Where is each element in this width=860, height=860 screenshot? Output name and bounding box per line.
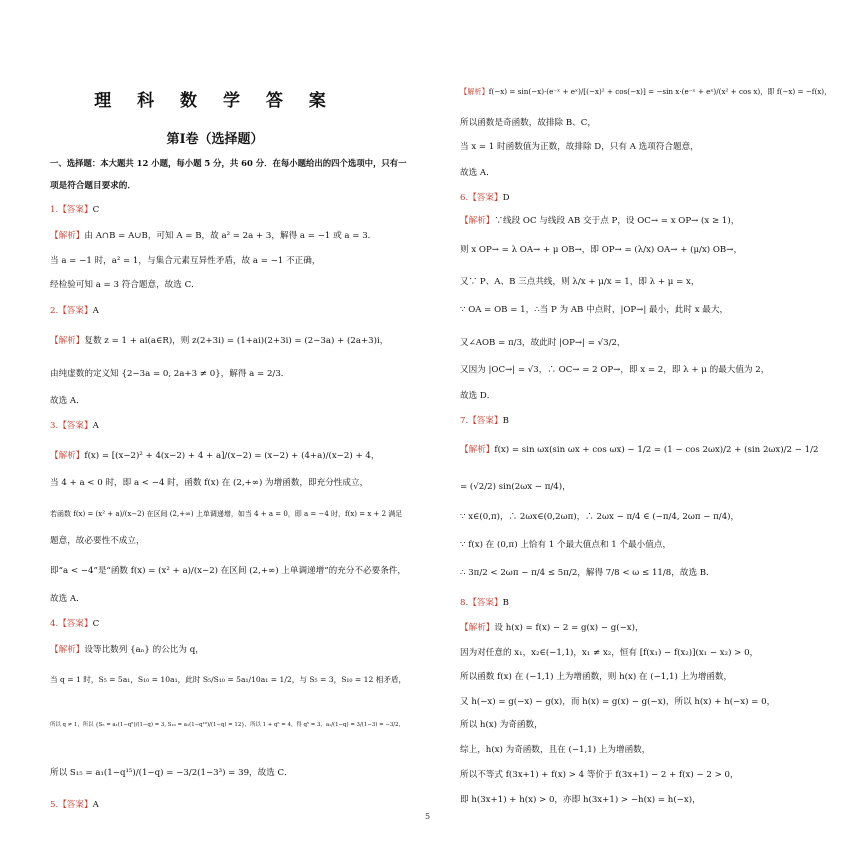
- section-subtitle: 第Ⅰ卷（选择题）: [166, 132, 264, 147]
- line-text: 由纯虚数的定义知 {2−3a = 0, 2a+3 ≠ 0}，解得 a = 2/3．: [50, 369, 290, 379]
- line-text: 所以不等式 f(3x+1) + f(x) > 4 等价于 f(3x+1) − 2 + f(x) − 2 > 0，: [460, 770, 739, 780]
- line-text: 则 x OP→ = λ OA→ + μ OB→，即 OP→ = (λ/x) OA→ + (μ/x) OB→，: [460, 245, 743, 255]
- right-solution-line: [460, 193, 509, 204]
- left-solution-line: [50, 280, 200, 291]
- line-text: 若函数 f(x) = (x² + a)/(x−2) 在区间 (2,+∞) 上单调递增，如当 4 + a = 0，即 a = −4 时，f(x) = x + 2 满足: [50, 510, 403, 518]
- right-solution-line: [460, 568, 715, 579]
- line-text: ∵ f(x) 在 (0,π) 上恰有 1 个最大值点和 1 个最小值点，: [460, 540, 672, 550]
- left-solution-line: [50, 306, 99, 317]
- left-solution-line: [50, 674, 406, 685]
- left-solution-line: [50, 396, 85, 407]
- line-text: ∵线段 OC 与线段 AB 交于点 P，设 OC→ = x OP→ (x ≥ 1)，: [494, 216, 740, 226]
- line-text: 又 h(−x) = g(−x) − g(x)，而 h(x) = g(x) − g(−x)，所以 h(x) + h(−x) = 0，: [460, 697, 776, 707]
- right-solution-line: [460, 305, 728, 316]
- line-text: 所以函数 f(x) 在 (−1,1) 上为增函数，则 h(x) 在 (−1,1) 上为增函数，: [460, 672, 733, 682]
- line-text: 又因为 |OC→| = √3，∴ OC→ = 2 OP→，即 x = 2，即 λ + μ 的最大值为 2，: [460, 365, 770, 375]
- line-text: f(x) = sin ωx(sin ωx + cos ωx) − 1/2 = (1 − cos 2ωx)/2 + (sin 2ωx)/2 − 1/2: [494, 445, 819, 455]
- answer-tag: 【解析】: [460, 623, 495, 633]
- right-solution-line: [460, 540, 671, 551]
- left-solution-line: [50, 509, 402, 520]
- answer-tag: 【解析】: [460, 445, 495, 455]
- right-solution-line: [460, 142, 699, 153]
- line-text: A: [92, 800, 99, 810]
- answer-tag: 【解析】: [50, 336, 85, 346]
- right-solution-line: [460, 416, 509, 427]
- line-text: ∵ x∈(0,π)，∴ 2ωx∈(0,2ωπ)，∴ 2ωx − π/4 ∈ (−π/4, 2ωπ − π/4)，: [460, 512, 740, 522]
- line-text: A: [92, 421, 99, 431]
- line-text: 故选 A．: [50, 594, 85, 604]
- left-solution-line: [50, 619, 99, 630]
- line-text: 又∵ P、A、B 三点共线，则 λ/x + μ/x = 1，即 λ + μ = x，: [460, 277, 700, 287]
- left-solution-line: [50, 645, 204, 656]
- line-text: 经检验可知 a = 3 符合题意，故选 C．: [50, 280, 200, 290]
- left-solution-line: [50, 256, 320, 267]
- right-solution-line: [460, 445, 818, 456]
- line-text: 所以 S₁₅ = a₁(1−q¹⁵)/(1−q) = −3/2(1−3³) = 39，故选 C．: [50, 768, 293, 778]
- answer-tag: 【解析】: [460, 216, 495, 226]
- right-solution-line: [460, 277, 699, 288]
- line-text: 因为对任意的 x₁，x₂∈(−1,1)，x₁ ≠ x₂，恒有 [f(x₁) − f(x₂)](x₁ − x₂) > 0，: [460, 648, 759, 658]
- right-solution-line: [460, 623, 644, 634]
- answer-tag: 【解析】: [460, 87, 489, 96]
- line-text: f(x) = [(x−2)² + 4(x−2) + 4 + a]/(x−2) = (x−2) + (4+a)/(x−2) + 4，: [84, 451, 380, 461]
- line-text: D: [502, 193, 510, 203]
- right-solution-line: [460, 86, 831, 97]
- line-text: 所以函数是奇函数，故排除 B、C，: [460, 118, 596, 128]
- right-solution-line: [460, 482, 571, 493]
- line-text: 设 h(x) = f(x) − 2 = g(x) − g(−x)，: [494, 623, 644, 633]
- line-text: = (√2/2) sin(2ωx − π/4)，: [460, 482, 571, 492]
- page-number: 5: [425, 812, 431, 821]
- answer-tag: 7.【答案】: [460, 416, 503, 426]
- left-solution-line: [50, 536, 145, 547]
- answer-tag: 6.【答案】: [460, 193, 503, 203]
- line-text: 题意，故必要性不成立，: [50, 536, 145, 546]
- right-solution-line: [460, 168, 495, 179]
- left-solution-line: [50, 594, 85, 605]
- right-solution-line: [460, 216, 739, 227]
- right-solution-line: [460, 770, 739, 781]
- answer-tag: 4.【答案】: [50, 619, 93, 629]
- right-solution-line: [460, 720, 543, 731]
- intro-line-2: 项是符合题目要求的．: [50, 181, 136, 191]
- left-solution-line: [50, 336, 388, 347]
- left-solution-line: [50, 369, 289, 380]
- answer-tag: 1.【答案】: [50, 205, 93, 215]
- line-text: 当 x = 1 时函数值为正数，故排除 D，只有 A 选项符合题意，: [460, 142, 699, 152]
- line-text: 综上，h(x) 为奇函数，且在 (−1,1) 上为增函数，: [460, 745, 651, 755]
- right-solution-line: [460, 118, 596, 129]
- right-solution-line: [460, 598, 509, 609]
- line-text: C: [92, 619, 100, 629]
- answer-tag: 3.【答案】: [50, 421, 93, 431]
- line-text: 即 h(3x+1) + h(x) > 0，亦即 h(3x+1) > −h(x) = h(−x)，: [460, 795, 701, 805]
- answer-tag: 【解析】: [50, 451, 85, 461]
- line-text: A: [92, 306, 99, 316]
- line-text: ∴ 3π/2 < 2ωπ − π/4 ≤ 5π/2，解得 7/8 < ω ≤ 11/8，故选 B．: [460, 568, 715, 578]
- answer-tag: 【解析】: [50, 645, 85, 655]
- line-text: f(−x) = sin(−x)·(e⁻ˣ + eˣ)/[(−x)² + cos(−x)] = −sin x·(e⁻ˣ + eˣ)/(x² + cos x)，即 f(−x) = −f(x)，: [488, 87, 832, 96]
- page-title: 理 科 数 学 答 案: [94, 91, 336, 111]
- left-solution-line: [50, 231, 376, 242]
- line-text: 故选 A．: [50, 396, 85, 406]
- intro-line-1: 一、选择题：本大题共 12 小题，每小题 5 分，共 60 分．在每小题给出的四个选项中，只有一: [50, 158, 407, 168]
- answer-tag: 【解析】: [50, 231, 85, 241]
- left-solution-line: [50, 800, 99, 811]
- left-solution-line: [50, 566, 406, 577]
- line-text: 当 4 + a < 0 时，即 a < −4 时，函数 f(x) 在 (2,+∞) 为增函数，即充分性成立，: [50, 478, 369, 488]
- line-text: 故选 A．: [460, 168, 495, 178]
- line-text: 所以 h(x) 为奇函数，: [460, 720, 543, 730]
- right-solution-line: [460, 245, 742, 256]
- answer-tag: 5.【答案】: [50, 800, 93, 810]
- right-solution-line: [460, 672, 732, 683]
- line-text: ∵ OA = OB = 1，∴当 P 为 AB 中点时，|OP→| 最小，此时 x 最大，: [460, 305, 729, 315]
- right-solution-line: [460, 391, 495, 402]
- line-text: 复数 z = 1 + ai(a∈R)，则 z(2+3i) = (1+ai)(2+3i) = (2−3a) + (2a+3)i，: [84, 336, 389, 346]
- left-solution-line: [50, 451, 379, 462]
- left-solution-line: [50, 421, 99, 432]
- line-text: 所以 q ≠ 1，所以 {S₅ = a₁(1−q⁵)/(1−q) = 3, S₁₀ = a₁(1−q¹⁰)/(1−q) = 12}，所以 1 + q⁵ = 4，得 q⁵ = 3，a₁/(1−q) = 3/(1−3) = −3/2，: [50, 722, 404, 728]
- line-text: 当 q = 1 时，S₅ = 5a₁，S₁₀ = 10a₁，此时 S₅/S₁₀ = 5a₁/10a₁ = 1/2，与 S₅ = 3，S₁₀ = 12 相矛盾，: [50, 675, 407, 684]
- right-solution-line: [460, 745, 650, 756]
- line-text: B: [502, 598, 509, 608]
- line-text: 由 A∩B = A∪B，可知 A = B，故 a² = 2a + 3，解得 a = −1 或 a = 3．: [84, 231, 377, 241]
- left-solution-line: [50, 478, 368, 489]
- right-solution-line: [460, 648, 758, 659]
- line-text: 又∠AOB = π/3，故此时 |OP→| = √3/2，: [460, 338, 626, 348]
- right-solution-line: [460, 338, 626, 349]
- left-solution-line: [50, 205, 99, 216]
- line-text: 设等比数列 {aₙ} 的公比为 q，: [84, 645, 204, 655]
- line-text: C: [92, 205, 100, 215]
- right-solution-line: [460, 795, 701, 806]
- line-text: 即“a < −4”是“函数 f(x) = (x² + a)/(x−2) 在区间 (2,+∞) 上单调递增”的充分不必要条件，: [50, 566, 406, 576]
- right-solution-line: [460, 697, 775, 708]
- right-solution-line: [460, 365, 769, 376]
- answer-tag: 8.【答案】: [460, 598, 503, 608]
- left-solution-line: [50, 720, 404, 731]
- left-solution-line: [50, 768, 293, 779]
- line-text: 故选 D．: [460, 391, 496, 401]
- line-text: 当 a = −1 时，a² = 1，与集合元素互异性矛盾，故 a = −1 不正确，: [50, 256, 321, 266]
- answer-tag: 2.【答案】: [50, 306, 93, 316]
- line-text: B: [502, 416, 509, 426]
- right-solution-line: [460, 512, 739, 523]
